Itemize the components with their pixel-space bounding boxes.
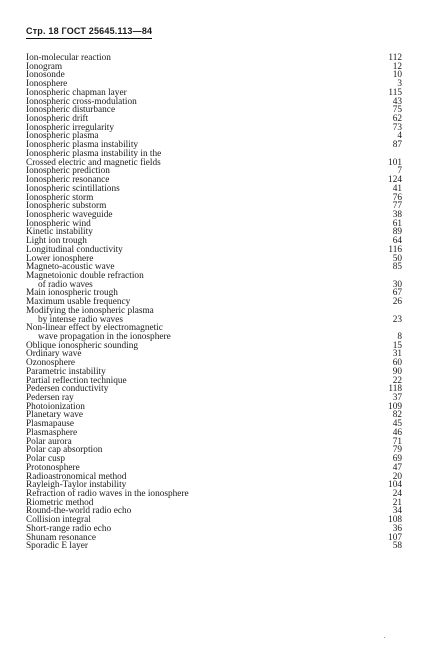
index-term: Ordinary wave: [26, 349, 82, 360]
index-page-number: 41: [392, 183, 402, 194]
index-term: Pedersen ray: [26, 393, 74, 404]
index-page-number: 69: [392, 454, 402, 465]
index-page-number: 30: [392, 279, 402, 290]
index-term: Ionospheric resonance: [26, 175, 110, 186]
index-term: of radio waves: [38, 279, 93, 290]
index-term: Light ion trough: [26, 236, 87, 247]
index-term: Ionospheric cross-modulation: [26, 96, 137, 107]
index-entry: [26, 446, 402, 455]
index-term: Polar aurora: [26, 436, 72, 447]
index-page-number: 90: [392, 366, 402, 377]
index-term: Ionospheric chapman layer: [26, 87, 127, 98]
index-term: Plasmasphere: [26, 427, 78, 438]
index-page-number: 36: [392, 523, 402, 534]
index-page-number: 43: [392, 96, 402, 107]
index-term: Protonosphere: [26, 462, 80, 473]
index-term: Partial reflection technique: [26, 375, 127, 386]
index-term: Crossed electric and magnetic fields: [26, 157, 161, 168]
index-term: Ozonosphere: [26, 358, 76, 369]
index-page-number: 3: [397, 79, 402, 90]
index-page-number: 8: [397, 332, 402, 342]
index-term: Ionospheric drift: [26, 114, 89, 125]
index-page-number: 12: [392, 61, 402, 72]
index-entry: [26, 385, 402, 394]
index-entry: [26, 411, 402, 420]
index-entry: [26, 71, 402, 80]
index-term: Planetary wave: [26, 410, 84, 421]
index-page-number: 20: [392, 471, 402, 482]
index-page-number: 73: [392, 122, 402, 133]
index-term: Rayleigh-Taylor instability: [26, 480, 127, 491]
index-page-number: 118: [388, 384, 402, 395]
index-term: Ionospheric scintillations: [26, 183, 120, 194]
index-entry: [26, 63, 402, 72]
index-term: Ionospheric storm: [26, 192, 94, 203]
index-term: Ionospheric prediction: [26, 166, 110, 177]
index-page-number: 45: [392, 419, 402, 430]
index-term: Ionosonde: [26, 70, 65, 81]
index-term: Ionospheric plasma instability in the: [26, 148, 162, 159]
index-term: Polar cap absorption: [26, 445, 103, 456]
index-page-number: 37: [392, 393, 402, 404]
index-term: Plasmapause: [26, 419, 75, 430]
index-entry: [26, 54, 402, 63]
index-term: Pedersen conductivity: [26, 384, 109, 395]
index-term: Magneto-acoustic wave: [26, 262, 115, 273]
index-page-number: 60: [392, 358, 402, 369]
index-term: Riometric method: [26, 497, 94, 508]
index-page-number: 115: [388, 87, 402, 98]
index-page-number: 24: [392, 488, 402, 499]
index-page-number: 104: [388, 480, 402, 491]
index-page-number: 109: [388, 401, 402, 412]
index-page-number: 7: [397, 166, 402, 177]
index-page-number: 116: [388, 244, 402, 255]
index-page-number: 15: [392, 340, 402, 351]
index-page-number: 87: [392, 140, 402, 151]
index-page-number: 50: [392, 253, 402, 264]
index-list: [26, 54, 402, 551]
index-term: Ionospheric plasma: [26, 131, 99, 142]
scan-speck: [384, 637, 385, 638]
index-page-number: 76: [392, 192, 402, 203]
index-entry: [26, 342, 402, 351]
index-page-number: 21: [392, 497, 402, 508]
index-term: Ionospheric waveguide: [26, 209, 113, 220]
index-page-number: 64: [392, 236, 402, 247]
index-term: Ionospheric substorm: [26, 201, 107, 212]
index-page-number: 89: [392, 227, 402, 238]
index-page-number: 38: [392, 209, 402, 220]
index-entry: [26, 350, 402, 359]
index-page-number: 67: [392, 288, 402, 299]
index-term: Ionospheric irregularity: [26, 122, 115, 133]
index-term: Radioastronomical method: [26, 471, 127, 482]
index-term: Lower ionosphere: [26, 253, 94, 264]
index-term: Ionospheric disturbance: [26, 105, 116, 116]
index-term: Ionogram: [26, 61, 63, 72]
index-page-number: 47: [392, 462, 402, 473]
index-term: by intense radio waves: [38, 314, 123, 325]
index-term: Refraction of radio waves in the ionosphere: [26, 488, 189, 499]
index-page-number: 101: [388, 157, 402, 168]
index-page-number: 61: [392, 218, 402, 229]
index-term: Photoionization: [26, 401, 85, 412]
index-term: Ionosphere: [26, 79, 68, 90]
index-page-number: 82: [392, 410, 402, 421]
index-page-number: 77: [392, 201, 402, 212]
index-term: Ion-molecular reaction: [26, 53, 111, 63]
index-page-number: 75: [392, 105, 402, 116]
index-term: Longitudinal conductivity: [26, 244, 123, 255]
index-page-number: 34: [392, 506, 402, 517]
index-term: Non-linear effect by electromagnetic: [26, 323, 163, 334]
index-entry: [26, 455, 402, 464]
index-term: Round-the-world radio echo: [26, 506, 132, 517]
index-page-number: 71: [392, 436, 402, 447]
page-header: Стр. 18 ГОСТ 25645.113—84: [26, 26, 152, 39]
index-page-number: 22: [392, 375, 402, 386]
index-entry: [26, 542, 402, 551]
index-page-number: 107: [388, 532, 402, 543]
index-term: Kinetic instability: [26, 227, 93, 238]
index-term: Sporadic E layer: [26, 541, 88, 552]
index-entry: [26, 420, 402, 429]
index-term: Parametric instability: [26, 366, 106, 377]
index-term: Ionospheric plasma instability: [26, 140, 139, 151]
index-term: Collision integral: [26, 515, 91, 526]
index-term: Magnetoionic double refraction: [26, 270, 144, 281]
index-entry: [26, 429, 402, 438]
index-term: Polar cusp: [26, 454, 65, 465]
index-term: Shunam resonance: [26, 532, 96, 543]
index-term: Maximum usable frequency: [26, 297, 131, 308]
index-term: Modifying the ionospheric plasma: [26, 305, 154, 316]
index-term: Short-range radio echo: [26, 523, 112, 534]
index-page-number: 23: [392, 314, 402, 325]
index-page-number: 10: [392, 70, 402, 81]
index-term: Ionospheric wind: [26, 218, 91, 229]
index-page-number: 31: [392, 349, 402, 360]
index-term: Oblique ionospheric sounding: [26, 340, 139, 351]
index-page-number: 26: [392, 297, 402, 308]
index-term: wave propagation in the ionosphere: [38, 332, 171, 342]
index-page-number: 62: [392, 114, 402, 125]
index-page-number: 79: [392, 445, 402, 456]
index-page-number: 46: [392, 427, 402, 438]
index-page-number: 58: [392, 541, 402, 552]
index-page-number: 108: [388, 515, 402, 526]
index-page-number: 4: [397, 131, 402, 142]
index-page-number: 124: [388, 175, 402, 186]
index-page-number: 85: [392, 262, 402, 273]
index-page-number: 112: [388, 53, 402, 63]
index-term: Main ionospheric trough: [26, 288, 118, 299]
